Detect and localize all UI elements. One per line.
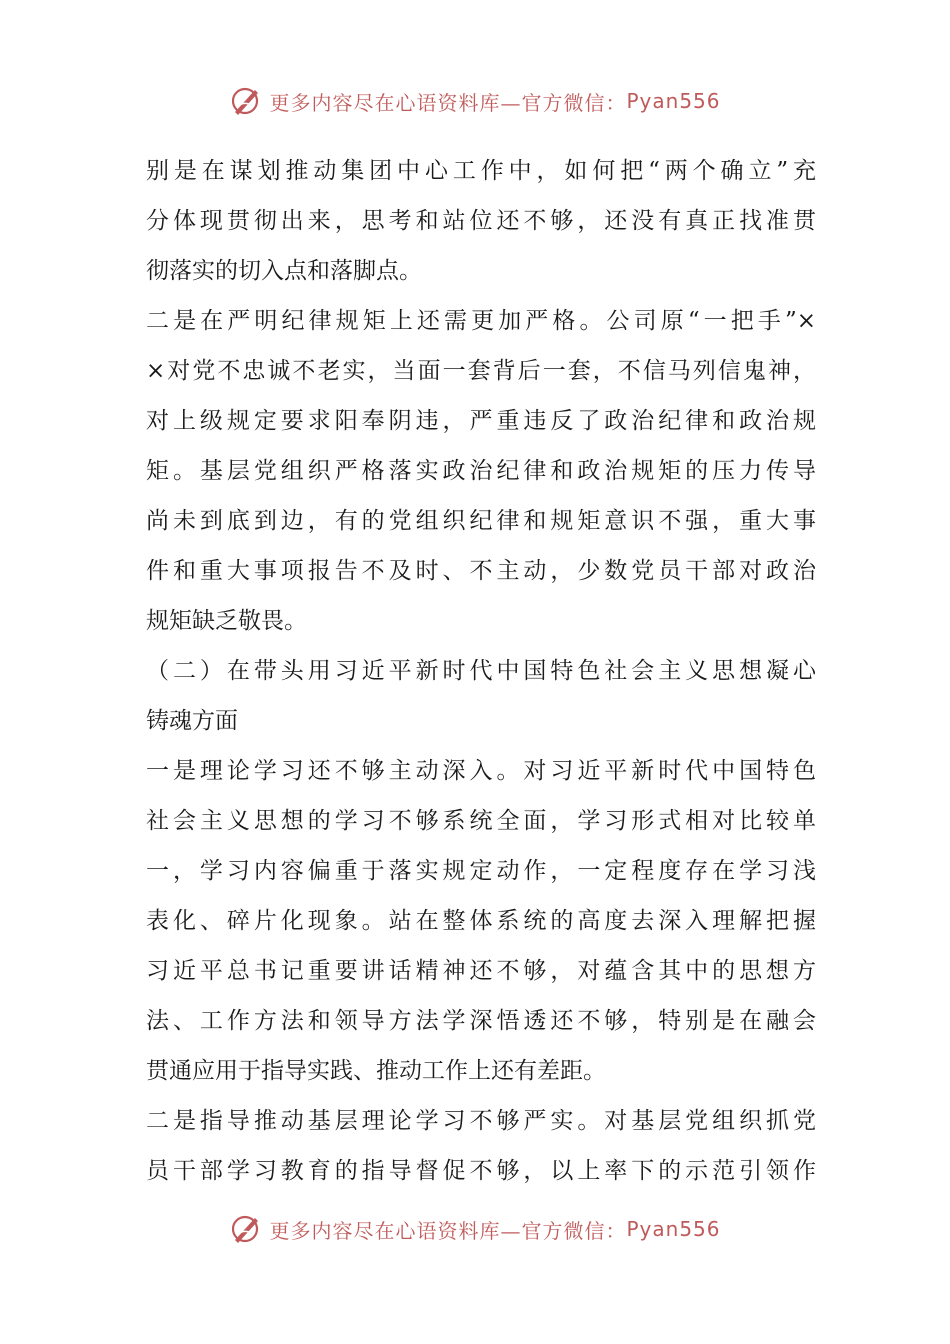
text-line: 法、工作方法和领导方法学深悟透还不够，特别是在融会 <box>146 1008 816 1034</box>
text-line: 一，学习内容偏重于落实规定动作，一定程度存在学习浅 <box>146 858 816 884</box>
text-line: 尚未到底到边，有的党组织纪律和规矩意识不强，重大事 <box>146 508 816 534</box>
document-body <box>146 146 816 1196</box>
footer-banner-id: Pyan556 <box>626 1217 721 1241</box>
text-line: 规矩缺乏敬畏。 <box>146 608 307 634</box>
text-line: 习近平总书记重要讲话精神还不够，对蕴含其中的思想方 <box>146 958 816 984</box>
text-line: 贯通应用于指导实践、推动工作上还有差距。 <box>146 1058 606 1084</box>
header-banner-id: Pyan556 <box>626 89 721 113</box>
footer-banner-text: 更多内容尽在心语资料库—官方微信： <box>269 1218 627 1243</box>
text-line: 对上级规定要求阳奉阴违，严重违反了政治纪律和政治规 <box>146 408 816 434</box>
text-line: 件和重大事项报告不及时、不主动，少数党员干部对政治 <box>146 558 816 584</box>
text-line: 别是在谋划推动集团中心工作中，如何把“两个确立”充 <box>146 158 816 184</box>
text-line: 分体现贯彻出来，思考和站位还不够，还没有真正找准贯 <box>146 208 816 234</box>
text-line: 表化、碎片化现象。站在整体系统的高度去深入理解把握 <box>146 908 816 934</box>
text-line: 员干部学习教育的指导督促不够，以上率下的示范引领作 <box>146 1158 816 1184</box>
text-line: 彻落实的切入点和落脚点。 <box>146 258 422 284</box>
footer-watermark-banner <box>0 1212 950 1246</box>
header-watermark-banner <box>0 84 950 118</box>
text-line: 一是理论学习还不够主动深入。对习近平新时代中国特色 <box>146 758 816 784</box>
text-line: 社会主义思想的学习不够系统全面，学习形式相对比较单 <box>146 808 816 834</box>
text-line: 二是指导推动基层理论学习不够严实。对基层党组织抓党 <box>146 1108 816 1134</box>
pen-logo-icon <box>229 1212 263 1246</box>
pen-logo-icon <box>229 84 263 118</box>
header-banner-text: 更多内容尽在心语资料库—官方微信： <box>269 90 627 115</box>
text-line: ×对党不忠诚不老实，当面一套背后一套，不信马列信鬼神， <box>146 358 816 384</box>
text-line: 矩。基层党组织严格落实政治纪律和政治规矩的压力传导 <box>146 458 816 484</box>
text-line: 二是在严明纪律规矩上还需更加严格。公司原“一把手”× <box>146 308 816 334</box>
section-heading-line: （二）在带头用习近平新时代中国特色社会主义思想凝心 <box>146 658 816 684</box>
section-heading-line: 铸魂方面 <box>146 708 238 734</box>
